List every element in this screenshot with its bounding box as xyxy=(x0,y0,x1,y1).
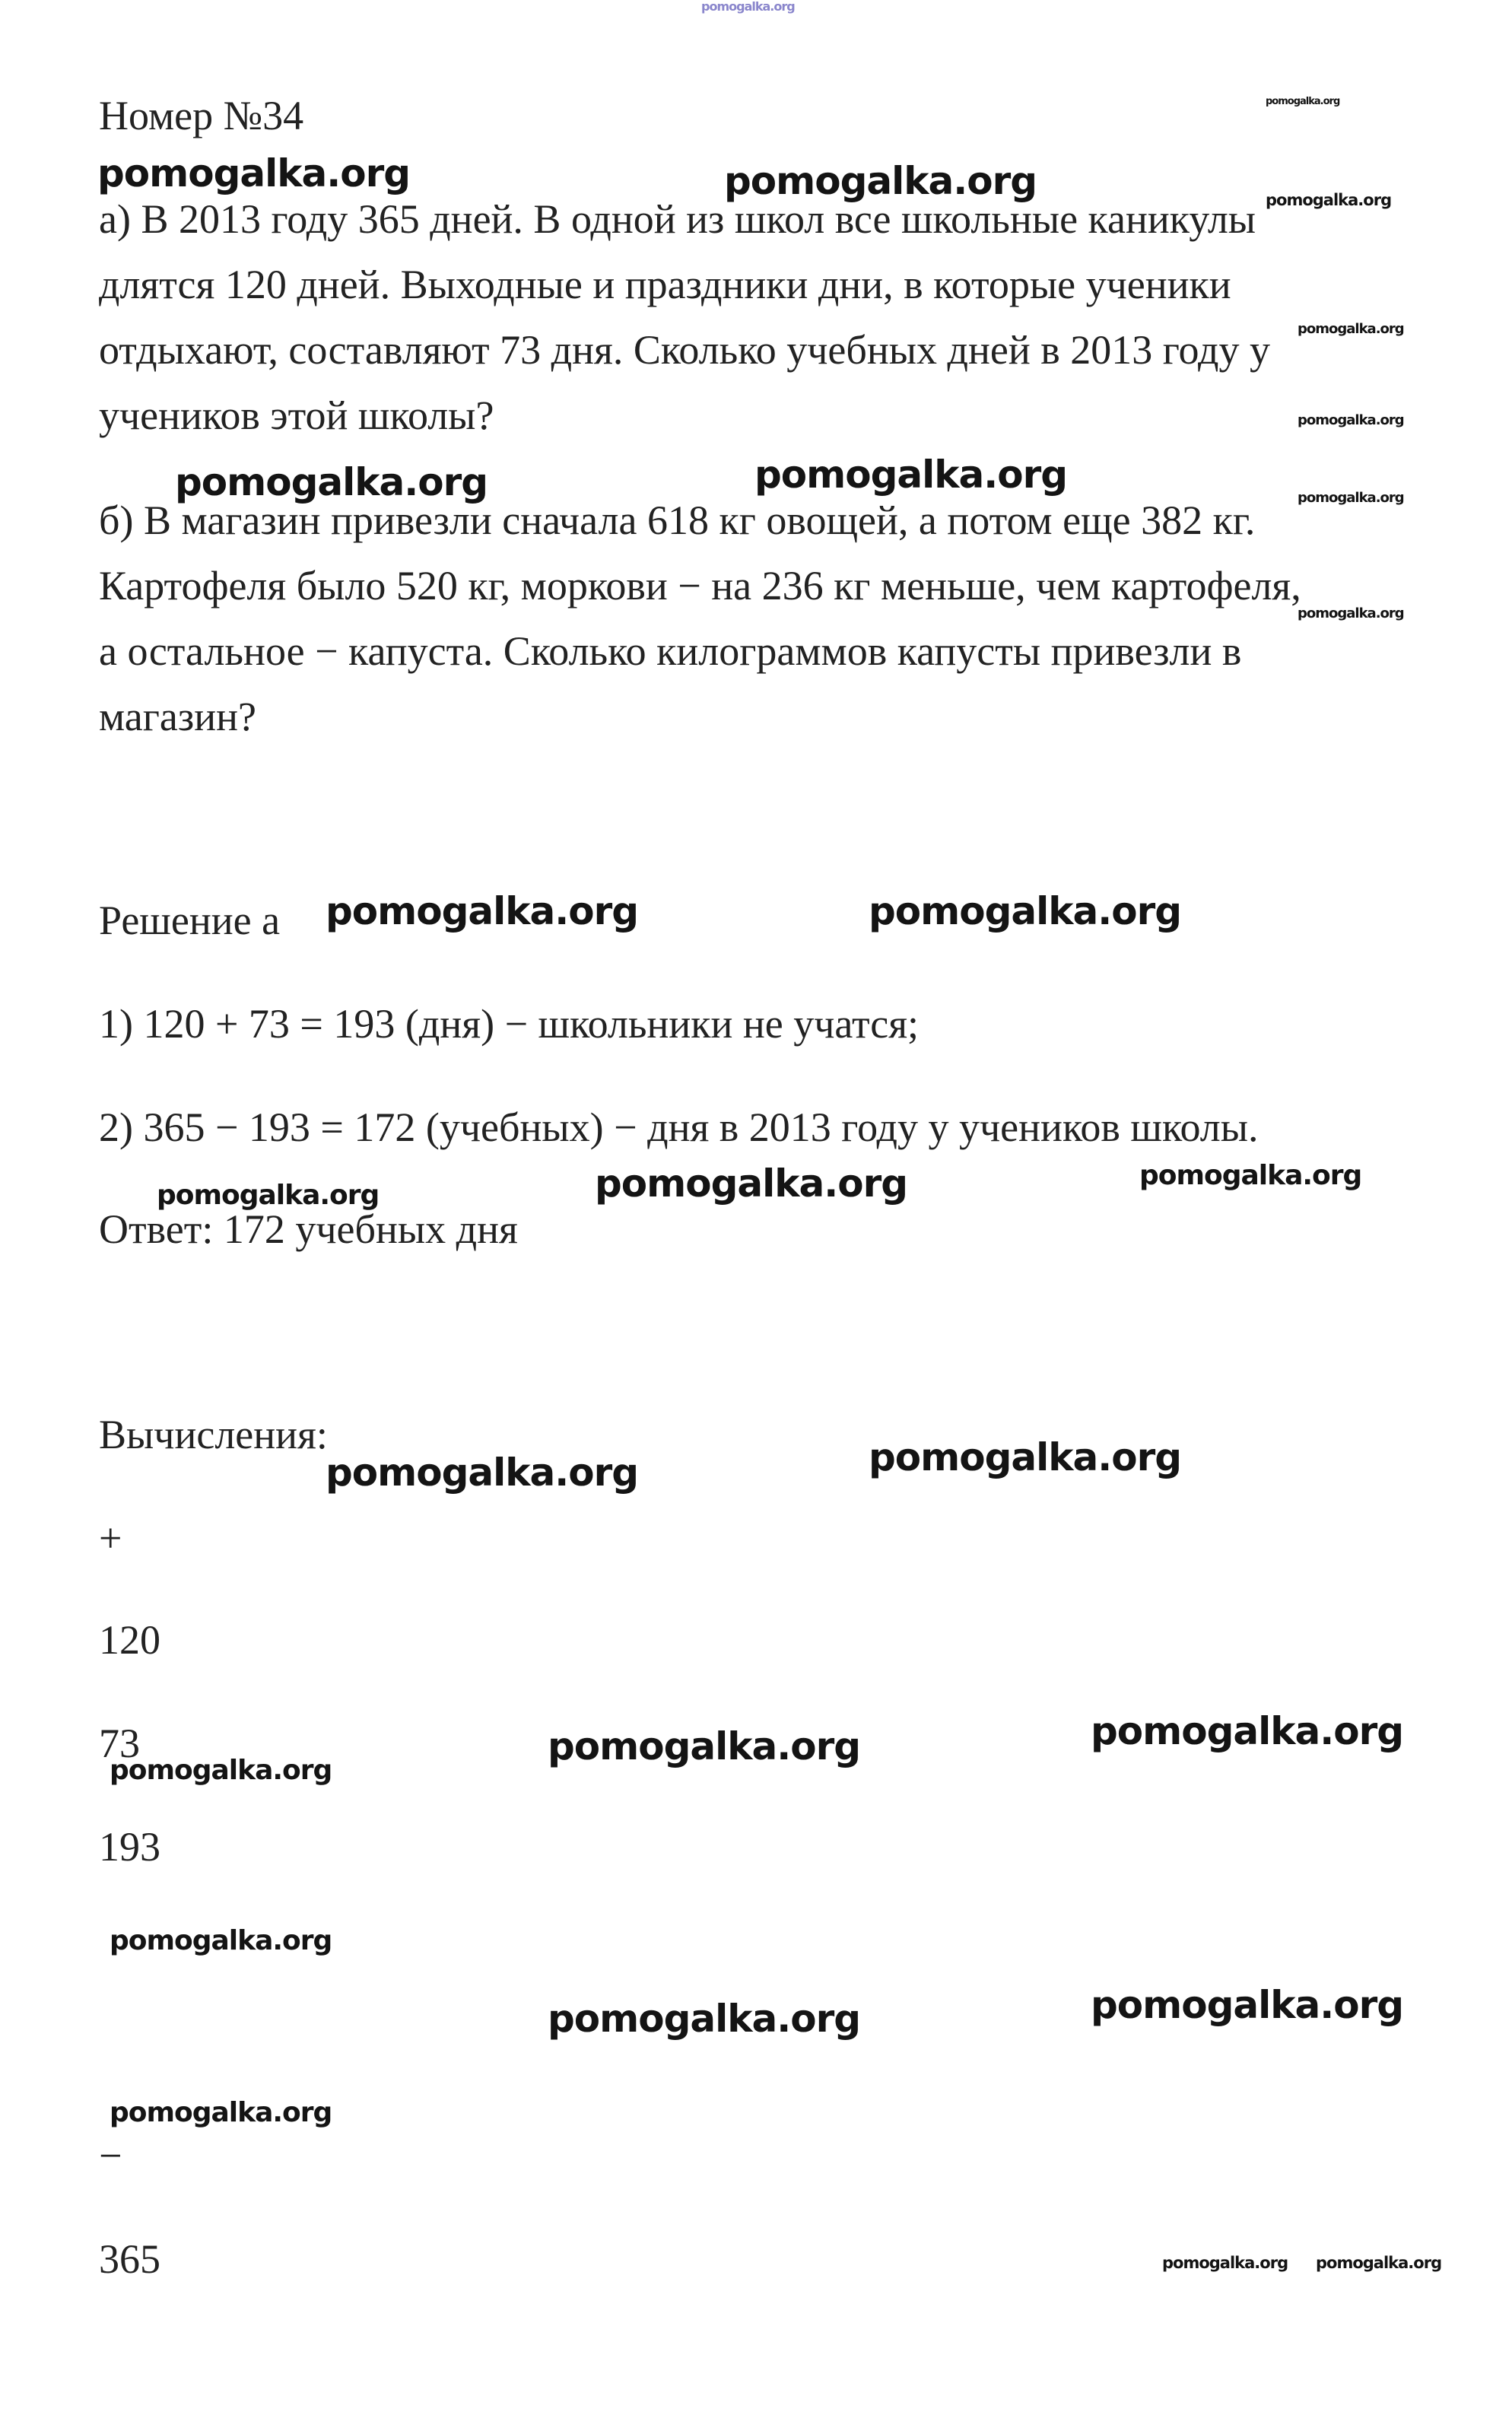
solution-step-1: 1) 120 + 73 = 193 (дня) − школьники не учатся; xyxy=(99,1001,920,1047)
addition-result: 193 xyxy=(99,1824,160,1870)
watermark: pomogalka.org xyxy=(326,889,639,933)
watermark: pomogalka.org xyxy=(548,1997,861,2041)
watermark: pomogalka.org xyxy=(1162,2254,1288,2272)
addition-sign: + xyxy=(99,1515,122,1561)
solution-heading: Решение а xyxy=(99,898,281,943)
watermark: pomogalka.org xyxy=(724,159,1037,203)
watermark-top: pomogalka.org xyxy=(701,0,795,14)
watermark: pomogalka.org xyxy=(326,1451,639,1495)
watermark: pomogalka.org xyxy=(548,1724,861,1768)
watermark: pomogalka.org xyxy=(754,453,1068,497)
addition-operand-2: 73 xyxy=(99,1721,140,1766)
page-title: Номер №34 xyxy=(99,93,304,138)
solution-answer: Ответ: 172 учебных дня xyxy=(99,1206,518,1252)
problem-b-line: б) В магазин привезли сначала 618 кг овощей, а потом еще 382 кг. xyxy=(99,497,1256,543)
watermark: pomogalka.org xyxy=(595,1161,908,1206)
watermark: pomogalka.org xyxy=(1266,191,1392,209)
watermark: pomogalka.org xyxy=(869,1435,1182,1479)
watermark: pomogalka.org xyxy=(1139,1160,1362,1191)
watermark: pomogalka.org xyxy=(110,1925,332,1956)
addition-operand-1: 120 xyxy=(99,1617,160,1663)
watermark: pomogalka.org xyxy=(1091,1709,1404,1753)
problem-a-line: отдыхают, составляют 73 дня. Сколько учебных дней в 2013 году у xyxy=(99,327,1270,373)
problem-a-line: учеников этой школы? xyxy=(99,392,494,438)
subtraction-sign: − xyxy=(99,2133,122,2178)
watermark: pomogalka.org xyxy=(110,2097,332,2128)
problem-b-line: а остальное − капуста. Сколько килограммов капусты привезли в xyxy=(99,628,1242,674)
watermark: pomogalka.org xyxy=(1091,1983,1404,2027)
solution-step-2: 2) 365 − 193 = 172 (учебных) − дня в 2013 году у учеников школы. xyxy=(99,1104,1259,1150)
watermark: pomogalka.org xyxy=(1298,321,1404,337)
watermark: pomogalka.org xyxy=(1298,605,1404,621)
watermark: pomogalka.org xyxy=(869,889,1182,933)
problem-a-line: а) В 2013 году 365 дней. В одной из школ все школьные каникулы xyxy=(99,196,1256,242)
problem-b-line: Картофеля было 520 кг, моркови − на 236 кг меньше, чем картофеля, xyxy=(99,563,1301,609)
calculations-heading: Вычисления: xyxy=(99,1412,328,1457)
watermark: pomogalka.org xyxy=(175,460,488,504)
watermark: pomogalka.org xyxy=(157,1180,380,1211)
problem-a-line: длятся 120 дней. Выходные и праздники дни, в которые ученики xyxy=(99,262,1231,307)
watermark: pomogalka.org xyxy=(1298,412,1404,428)
watermark: pomogalka.org xyxy=(1266,96,1340,107)
watermark: pomogalka.org xyxy=(97,151,411,195)
watermark: pomogalka.org xyxy=(110,1755,332,1786)
subtraction-operand-1: 365 xyxy=(99,2236,160,2282)
watermark: pomogalka.org xyxy=(1298,490,1404,506)
problem-b-line: магазин? xyxy=(99,694,256,739)
watermark: pomogalka.org xyxy=(1316,2254,1442,2272)
